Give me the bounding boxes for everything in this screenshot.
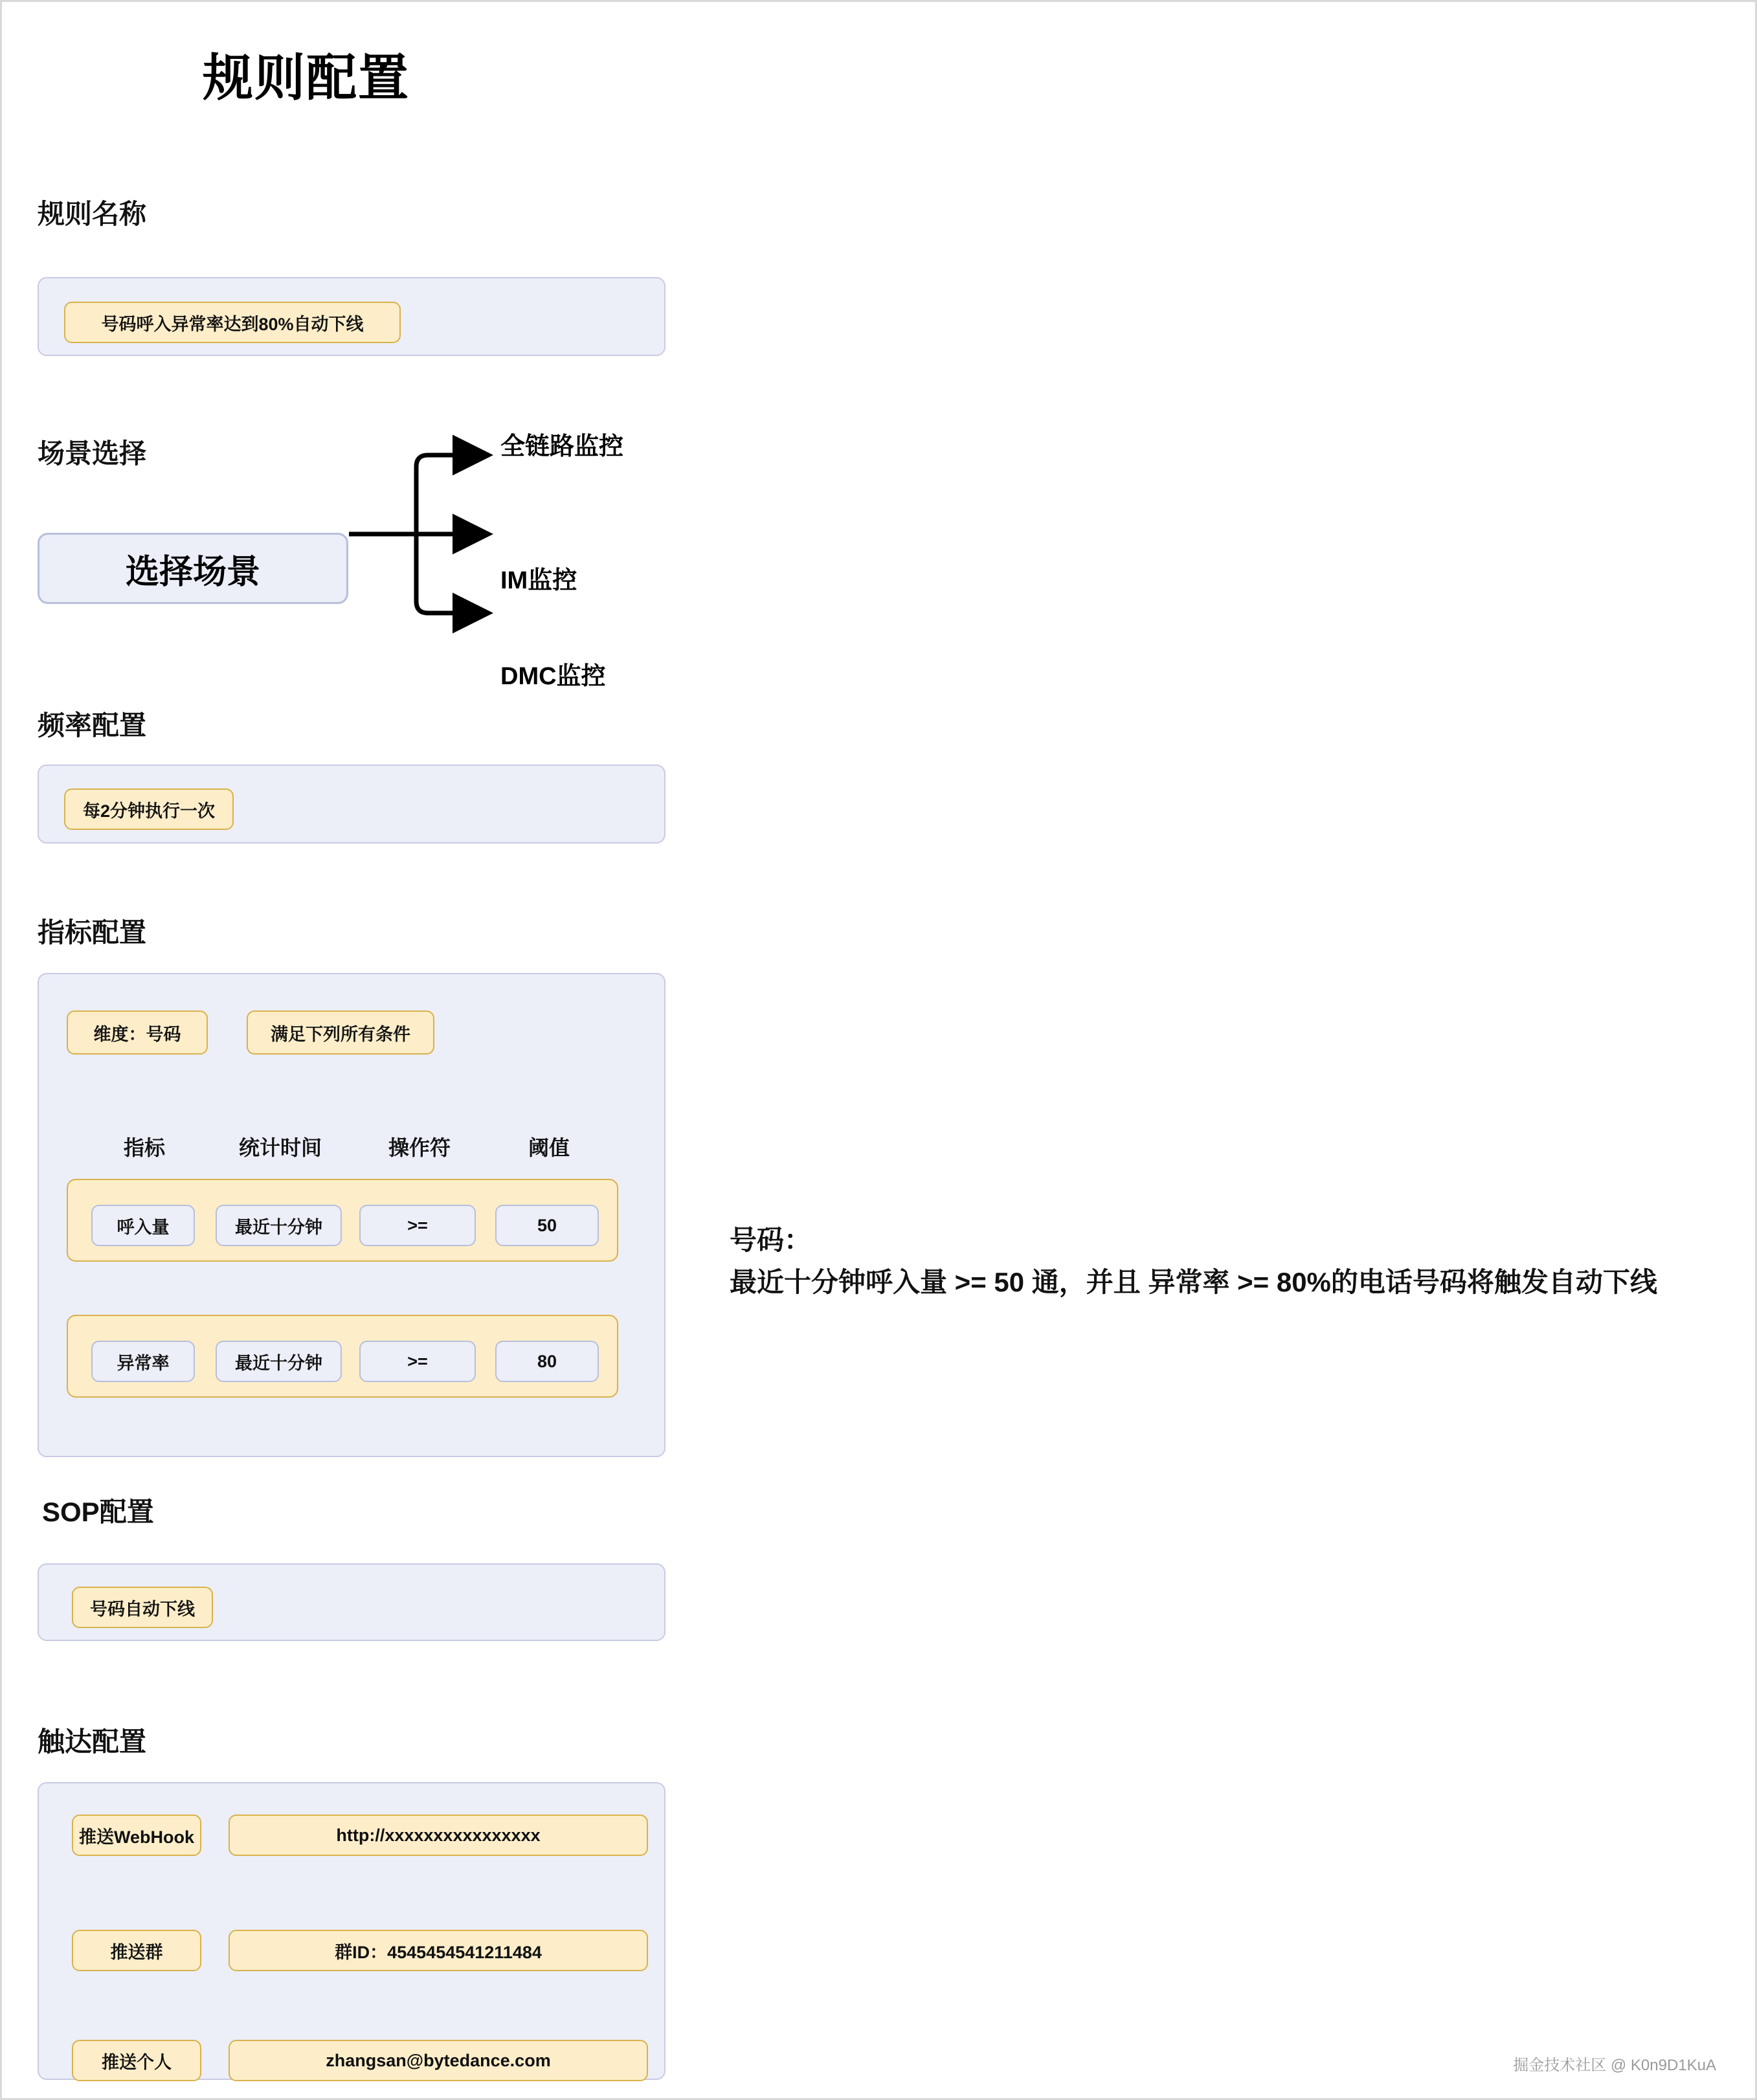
page-title: 规则配置 — [203, 49, 410, 106]
reach-target[interactable]: 群ID：4545454541211484 — [229, 1930, 648, 1971]
section-label-rule-name: 规则名称 — [38, 199, 147, 229]
metrics-dimension[interactable]: 维度：号码 — [67, 1011, 208, 1055]
metric-window[interactable]: 最近十分钟 — [216, 1341, 342, 1382]
metric-name[interactable]: 呼入量 — [91, 1205, 195, 1246]
scene-selector[interactable]: 选择场景 — [38, 533, 348, 604]
metric-window[interactable]: 最近十分钟 — [216, 1205, 342, 1246]
rule-name-value[interactable]: 号码呼入异常率达到80%自动下线 — [64, 302, 401, 343]
metric-threshold[interactable]: 80 — [495, 1341, 599, 1382]
reach-channel[interactable]: 推送个人 — [72, 2040, 201, 2081]
metrics-col-header-3: 阈值 — [528, 1136, 570, 1159]
watermark: 掘金技术社区 @ K0n9D1KuA — [1513, 2057, 1716, 2074]
frequency-value[interactable]: 每2分钟执行一次 — [64, 788, 234, 830]
section-label-scene: 场景选择 — [38, 438, 147, 469]
metrics-col-header-2: 操作符 — [388, 1136, 451, 1159]
section-label-metrics: 指标配置 — [38, 917, 147, 948]
scene-branch-2[interactable]: DMC监控 — [500, 663, 606, 690]
section-label-frequency: 频率配置 — [38, 710, 147, 741]
reach-target[interactable]: http://xxxxxxxxxxxxxxxx — [229, 1815, 648, 1856]
metrics-condition-mode[interactable]: 满足下列所有条件 — [247, 1011, 434, 1055]
scene-branch-0[interactable]: 全链路监控 — [500, 433, 624, 460]
scene-branch-1[interactable]: IM监控 — [500, 567, 577, 594]
description-body: 最近十分钟呼入量 >= 50 通，并且 异常率 >= 80%的电话号码将触发自动下线 — [730, 1267, 1657, 1298]
metric-threshold[interactable]: 50 — [495, 1205, 599, 1246]
metrics-col-header-0: 指标 — [123, 1136, 165, 1159]
metric-operator[interactable]: >= — [359, 1205, 476, 1246]
metric-operator[interactable]: >= — [359, 1341, 476, 1382]
reach-channel[interactable]: 推送群 — [72, 1930, 201, 1971]
sop-value[interactable]: 号码自动下线 — [72, 1587, 213, 1628]
metrics-col-header-1: 统计时间 — [238, 1136, 322, 1159]
reach-target[interactable]: zhangsan@bytedance.com — [229, 2040, 648, 2081]
reach-channel[interactable]: 推送WebHook — [72, 1815, 201, 1856]
section-label-reach: 触达配置 — [38, 1726, 147, 1757]
section-label-sop: SOP配置 — [42, 1497, 154, 1527]
metric-name[interactable]: 异常率 — [91, 1341, 195, 1382]
description-heading: 号码： — [730, 1225, 812, 1255]
description-block — [730, 1219, 1714, 1303]
